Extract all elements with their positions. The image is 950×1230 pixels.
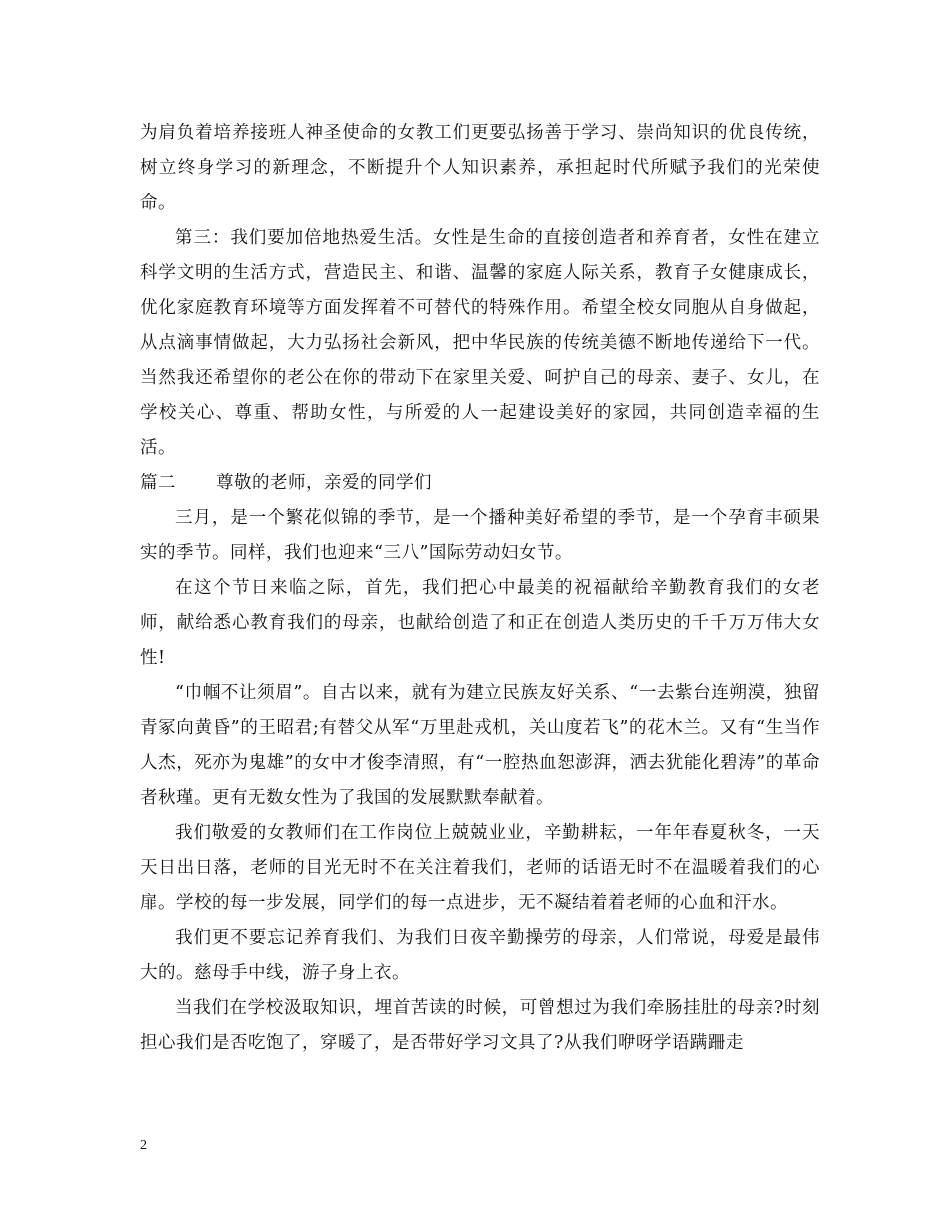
paragraph-5: “巾帼不让须眉”。自古以来，就有为建立民族友好关系、“一去紫台连朔漠，独留青冢向黄昏”的王昭君;有替父从军“万里赴戎机，关山度若飞”的花木兰。又有“生当作人杰，死亦为鬼雄”的女中才俊李清照，有“一腔热血恕澎湃，洒去犹能化碧涛”的革命者秋瑾。更有无数女性为了我国的发展默默奉献着。 <box>140 683 820 808</box>
page-number: 2 <box>140 1138 147 1153</box>
section-title: 尊敬的老师，亲爱的同学们 <box>216 473 432 493</box>
paragraph-1: 为肩负着培养接班人神圣使命的女教工们更要弘扬善于学习、崇尚知识的优良传统，树立终身学习的新理念，不断提升个人知识素养，承担起时代所赋予我们的光荣使命。 <box>140 123 820 213</box>
section-heading <box>140 466 820 501</box>
section-label: 篇二 <box>140 473 176 493</box>
paragraph-7: 我们更不要忘记养育我们、为我们日夜辛勤操劳的母亲，人们常说，母爱是最伟大的。慈母手中线，游子身上衣。 <box>140 928 820 983</box>
paragraph-2: 第三：我们要加倍地热爱生活。女性是生命的直接创造者和养育者，女性在建立科学文明的生活方式，营造民主、和谐、温馨的家庭人际关系，教育子女健康成长，优化家庭教育环境等方面发挥着不可替代的特殊作用。希望全校女同胞从自身做起，从点滴事情做起，大力弘扬社会新风，把中华民族的传统美德不断地传递给下一代。当然我还希望你的老公在你的带动下在家里关爱、呵护自己的母亲、妻子、女儿，在学校关心、尊重、帮助女性，与所爱的人一起建设美好的家园，共同创造幸福的生活。 <box>140 228 820 458</box>
paragraph-3: 三月，是一个繁花似锦的季节，是一个播种美好希望的季节，是一个孕育丰硕果实的季节。同样，我们也迎来“三八”国际劳动妇女节。 <box>140 508 820 563</box>
paragraph-6: 我们敬爱的女教师们在工作岗位上兢兢业业，辛勤耕耘，一年年春夏秋冬，一天天日出日落，老师的目光无时不在关注着我们，老师的话语无时不在温暖着我们的心扉。学校的每一步发展，同学们的每一点进步，无不凝结着着老师的心血和汗水。 <box>140 823 820 913</box>
document-body <box>140 116 820 1061</box>
paragraph-8: 当我们在学校汲取知识，埋首苦读的时候，可曾想过为我们牵肠挂肚的母亲?时刻担心我们是否吃饱了，穿暖了，是否带好学习文具了?从我们咿呀学语蹒跚走 <box>140 998 820 1053</box>
paragraph-4: 在这个节日来临之际，首先，我们把心中最美的祝福献给辛勤教育我们的女老师，献给悉心教育我们的母亲，也献给创造了和正在创造人类历史的千千万万伟大女性! <box>140 578 820 668</box>
